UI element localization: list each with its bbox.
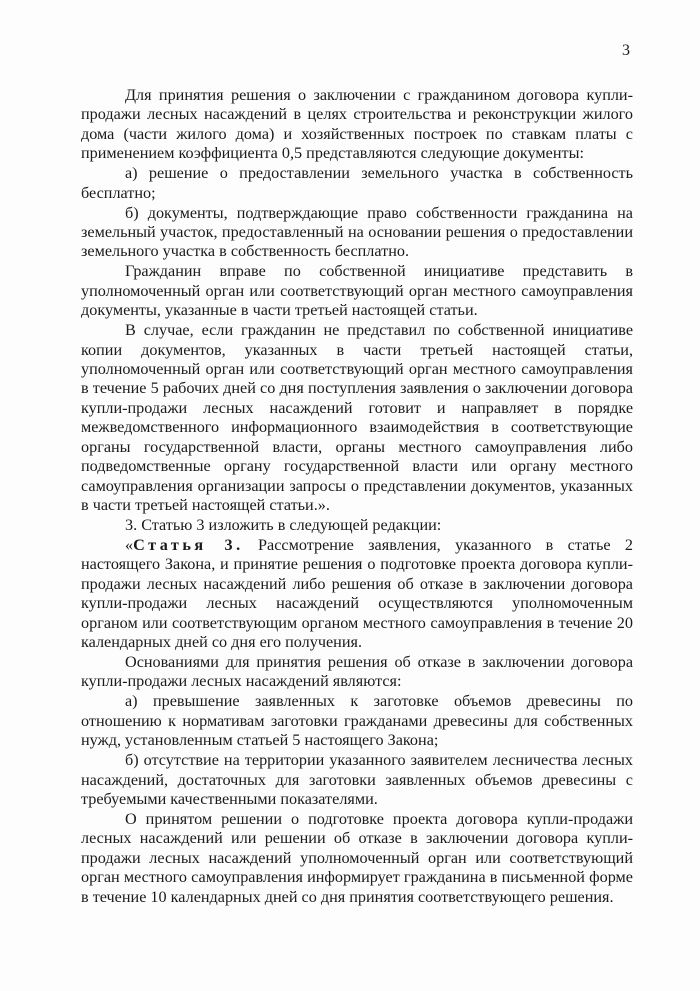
list-item-b: б) документы, подтверждающие право собственности гражданина на земельный участок, предоставленный на основании решения о предоставлении земельного участка в собственность бесплатно. xyxy=(81,203,633,261)
article-heading: Статья 3. xyxy=(133,535,244,554)
paragraph-interagency-request: В случае, если гражданин не представил по собственной инициативе копии документов, указанных в части третьей настоящей статьи, уполномоченный орган или соответствующий орган местного самоуправления в течение 5 рабочих дней со дня поступления заявления о заключении договора купли-продажи лесных насаждений готовит и направляет в порядке межведомственного информационного взаимодействия в соответствующие органы государственной власти, органы местного самоуправления либо подведомственные органу государственной власти или органу местного самоуправления организации запросы о представлении документов, указанных в части третьей настоящей статьи.». xyxy=(81,321,633,514)
article-text: Рассмотрение заявления, указанного в статье 2 настоящего Закона, и принятие решения о подготовке проекта договора купли-продажи лесных насаждений либо решения об отказе в заключении договора купли-продажи лесных насаждений осуществляются уполномоченным органом или соответствующим органом местного самоуправления в течение 20 календарных дней со дня его получения. xyxy=(81,535,634,651)
refusal-item-b: б) отсутствие на территории указанного заявителем лесничества лесных насаждений, достаточных для заготовки заявленных объемов древесины с требуемыми качественными показателями. xyxy=(81,751,633,808)
article-3-paragraph xyxy=(81,536,633,652)
paragraph-documents-intro: Для принятия решения о заключении с гражданином договора купли-продажи лесных насаждений в целях строительства и реконструкции жилого дома (части жилого дома) и хозяйственных построек по ставкам платы с применением коэффициента 0,5 представляются следующие документы: xyxy=(81,86,633,163)
open-quote: « xyxy=(125,535,134,554)
paragraph-refusal-grounds: Основаниями для принятия решения об отказе в заключении договора купли-продажи лесных насаждений являются: xyxy=(81,652,633,691)
list-item-a: а) решение о предоставлении земельного участка в собственность бесплатно; xyxy=(81,164,633,202)
refusal-item-a: а) превышение заявленных к заготовке объемов древесины по отношению к нормативам заготовки гражданами древесины для собственных нужд, установленным статьей 5 настоящего Закона; xyxy=(81,692,633,750)
paragraph-citizen-right: Гражданин вправе по собственной инициативе представить в уполномоченный орган или соответствующий орган местного самоуправления документы, указанные в части третьей настоящей статьи. xyxy=(81,262,633,320)
document-body xyxy=(81,86,633,908)
paragraph-notification: О принятом решении о подготовке проекта договора купли-продажи лесных насаждений или решении об отказе в заключении договора купли-продажи лесных насаждений уполномоченный орган или соответствующий орган местного самоуправления информирует гражданина в письменной форме в течение 10 календарных дней со дня принятия соответствующего решения. xyxy=(81,809,633,906)
paragraph-amendment-instruction: 3. Статью 3 изложить в следующей редакции: xyxy=(125,515,442,534)
page-number: 3 xyxy=(622,42,630,59)
